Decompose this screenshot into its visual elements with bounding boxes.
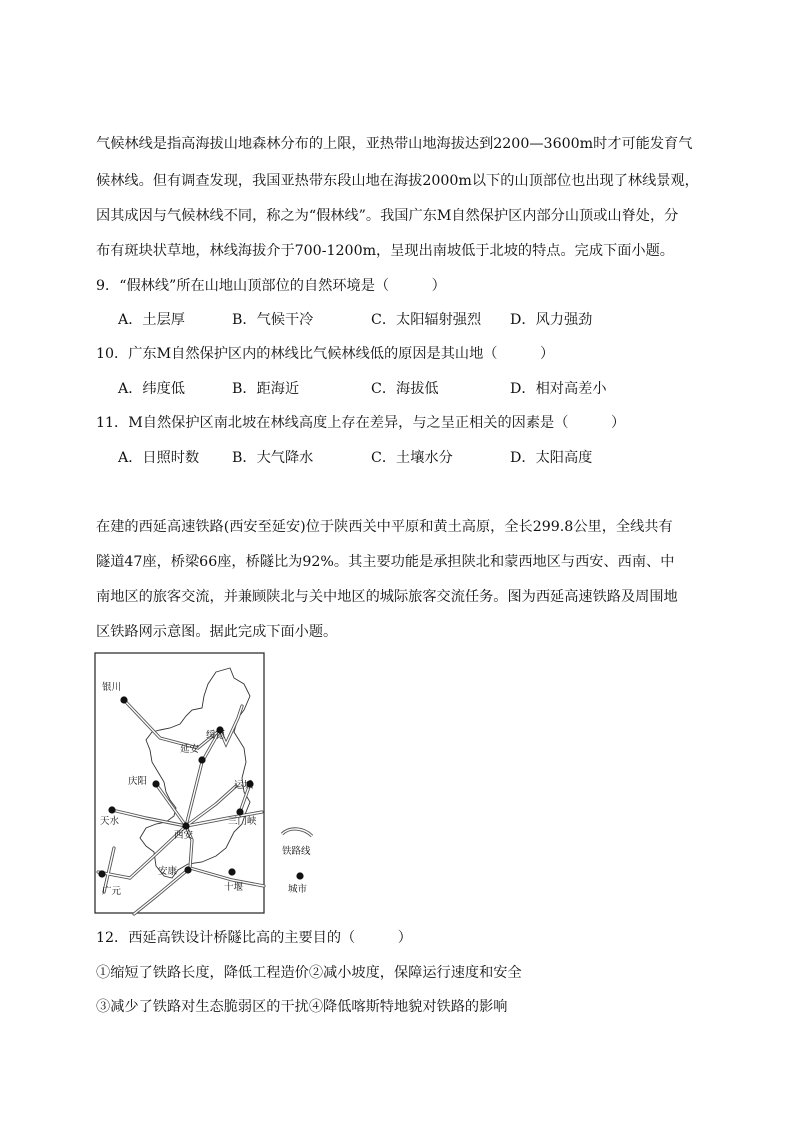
city-dot <box>236 808 243 815</box>
option-d[interactable]: D．相对高差小 <box>510 381 607 397</box>
city-dot <box>184 866 191 873</box>
passage-1-line: 因其成因与气候林线不同，称之为“假林线”。我国广东M自然保护区内部分山顶或山脊处，分 <box>96 208 679 224</box>
option-b[interactable]: B．大气降水 <box>232 450 314 466</box>
city-dot <box>120 696 127 703</box>
railway-map-svg <box>94 652 338 918</box>
city-label: 西安 <box>174 830 194 841</box>
passage-2-line: 南地区的旅客交流，并兼顾陕北与关中地区的城际旅客交流任务。图为西延高速铁路及周围地 <box>96 589 678 605</box>
option-b[interactable]: B．距海近 <box>232 381 300 397</box>
question-9-stem: 9．“假林线”所在山地山顶部位的自然环境是（ ） <box>96 278 446 294</box>
city-label: 天水 <box>100 816 120 827</box>
city-label: 绥德 <box>206 730 226 741</box>
option-c[interactable]: C．土壤水分 <box>371 450 453 466</box>
option-a[interactable]: A．纬度低 <box>118 381 185 397</box>
city-label: 延安 <box>180 744 200 755</box>
railway-map <box>94 652 338 918</box>
passage-1-line: 候林线。但有调查发现，我国亚热带东段山地在海拔2000m以下的山顶部位也出现了林线景观， <box>96 173 699 189</box>
city-dot <box>98 870 105 877</box>
passage-2-line: 在建的西延高速铁路(西安至延安)位于陕西关中平原和黄土高原，全长299.8公里，全线共有 <box>96 519 673 535</box>
map-legend <box>282 829 312 895</box>
option-a[interactable]: A．日照时数 <box>118 450 200 466</box>
city-dot <box>108 806 115 813</box>
passage-1-line: 布有斑块状草地，林线海拔介于700-1200m，呈现出南坡低于北坡的特点。完成下面小题。 <box>96 243 674 259</box>
question-10-stem: 10．广东M自然保护区内的林线比气候林线低的原因是其山地（ ） <box>96 346 555 362</box>
option-a[interactable]: A．土层厚 <box>118 312 185 328</box>
city-legend-label: 城市 <box>288 884 308 895</box>
city-dot <box>198 756 205 763</box>
option-b[interactable]: B．气候干冷 <box>232 312 314 328</box>
passage-2-line: 区铁路网示意图。据此完成下面小题。 <box>96 624 338 640</box>
option-c[interactable]: C．海拔低 <box>371 381 439 397</box>
question-12-statements-2: ③减少了铁路对生态脆弱区的干扰④降低喀斯特地貌对铁路的影响 <box>96 999 508 1015</box>
option-d[interactable]: D．太阳高度 <box>510 450 593 466</box>
option-d[interactable]: D．风力强劲 <box>510 312 593 328</box>
passage-2-line: 隧道47座，桥梁66座，桥隧比为92%。其主要功能是承担陕北和蒙西地区与西安、西南、中 <box>96 554 675 570</box>
city-legend-symbol <box>296 872 303 879</box>
city-label: 三门峡 <box>228 816 257 827</box>
question-11-stem: 11．M自然保护区南北坡在林线高度上存在差异，与之呈正相关的因素是（ ） <box>96 415 626 431</box>
city-dot <box>228 868 235 875</box>
city-label: 广元 <box>102 886 122 897</box>
city-label: 十堰 <box>224 882 244 893</box>
city-label: 庆阳 <box>128 776 148 787</box>
city-dot <box>182 822 189 829</box>
question-12-stem: 12．西延高铁设计桥隧比高的主要目的（ ） <box>96 930 412 946</box>
railway-legend-label: 铁路线 <box>282 846 311 857</box>
passage-1-line: 气候林线是指高海拔山地森林分布的上限，亚热带山地海拔达到2200—3600m时才可能发育气 <box>96 136 693 152</box>
question-12-statements-1: ①缩短了铁路长度，降低工程造价②减小坡度，保障运行速度和安全 <box>96 965 522 981</box>
option-c[interactable]: C．太阳辐射强烈 <box>371 312 482 328</box>
city-dot <box>152 780 159 787</box>
city-label: 银川 <box>102 682 122 693</box>
city-label: 运城 <box>234 780 254 791</box>
city-label: 安康 <box>158 866 178 877</box>
